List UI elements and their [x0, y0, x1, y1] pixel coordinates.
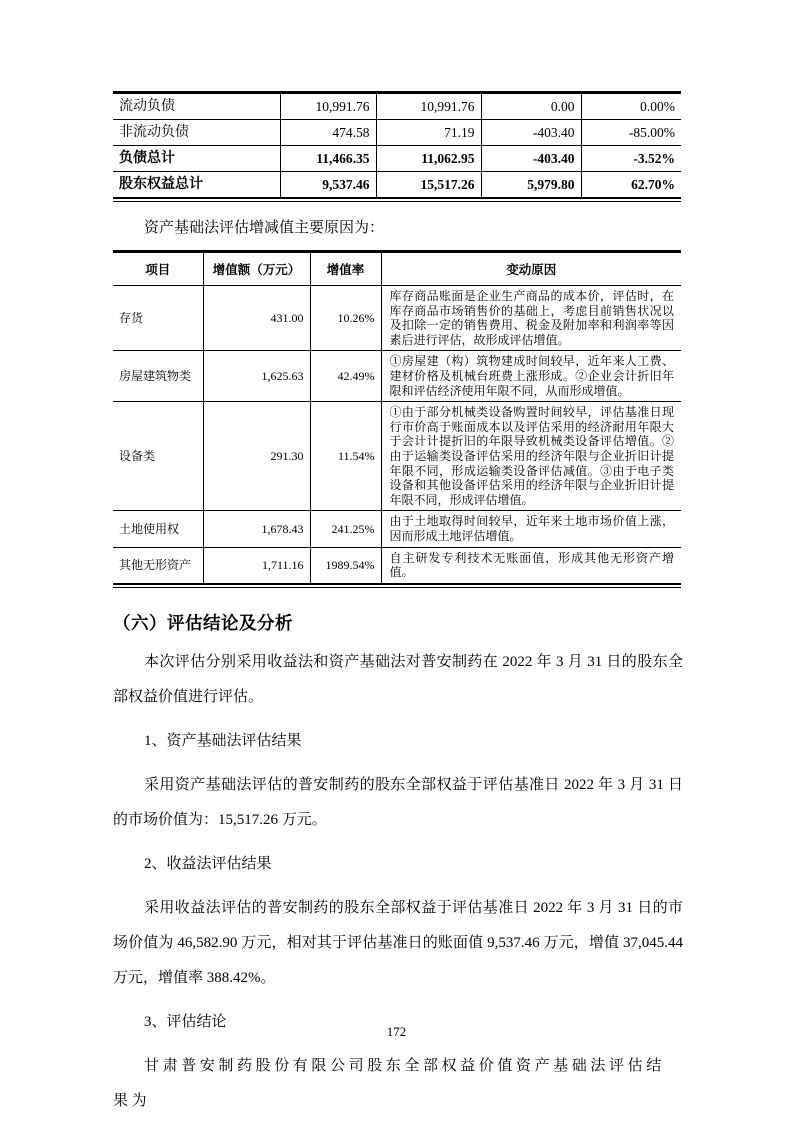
- amount-cell: 1,678.43: [203, 511, 310, 547]
- table-row-land-use-right: [113, 511, 681, 547]
- book-value-cell: 474.58: [280, 120, 376, 146]
- item-cell: 其他无形资产: [119, 557, 192, 572]
- table-bottom-rule: [113, 587, 681, 588]
- change-rate-cell: 62.70%: [581, 172, 681, 199]
- change-amount-cell: -403.40: [481, 146, 581, 172]
- reason-cell: ①由于部分机械类设备购置时间较早，评估基准日现行市价高于账面成本以及评估采用的经济耐用年限大于会计计提折旧的年限导致机械类设备评估增值。②由于运输类设备评估采用的经济年限与企业折旧计提年限不同，形成运输类设备评估减值。③由于电子类设备和其他设备评估采用的经济年限与企业折旧计提年限不同，形成评估增值。: [381, 402, 681, 511]
- header-reason: 变动原因: [381, 252, 681, 286]
- table-row-equipment: [113, 402, 681, 511]
- reason-cell: 库存商品账面是企业生产商品的成本价，评估时，在库存商品市场销售价的基础上，考虑目前销售状况以及扣除一定的销售费用、税金及附加率和利润率等因素后进行评估，故形成评估增值。: [381, 286, 681, 351]
- appraised-value-cell: 10,991.76: [376, 93, 481, 120]
- subheading-conclusion: 3、评估结论: [144, 1013, 227, 1030]
- reason-cell: ①房屋建（构）筑物建成时间较早，近年来人工费、建材价格及机械台班费上涨形成。②企业会计折旧年限和评估经济使用年限不同，从而形成增值。: [381, 351, 681, 402]
- rate-cell: 10.26%: [310, 286, 381, 351]
- table-row-total-liabilities: [113, 146, 681, 172]
- liabilities-equity-table: [113, 91, 681, 199]
- item-cell: 土地使用权: [113, 511, 203, 547]
- rate-cell: 241.25%: [310, 511, 381, 547]
- change-amount-cell: -403.40: [481, 120, 581, 146]
- amount-cell: 431.00: [203, 286, 310, 351]
- page-number: 172: [386, 1024, 407, 1039]
- row-label: 负债总计: [113, 146, 280, 172]
- subheading-income-approach-result: 2、收益法评估结果: [144, 855, 272, 872]
- header-item: 项目: [113, 252, 203, 286]
- table-row-other-intangibles: [113, 547, 681, 584]
- row-label: 股东权益总计: [119, 177, 203, 192]
- rate-cell: 42.49%: [310, 351, 381, 402]
- paragraph-conclusion: 甘肃普安制药股份有限公司股东全部权益价值资产基础法评估结果为: [113, 1057, 665, 1109]
- change-amount-cell: 0.00: [481, 93, 581, 120]
- section-heading: （六）评估结论及分析: [113, 612, 293, 633]
- table-row-buildings: [113, 351, 681, 402]
- intro-paragraph: 资产基础法评估增减值主要原因为：: [144, 220, 385, 236]
- book-value-cell: 11,466.35: [280, 146, 376, 172]
- table-row-total-equity: [113, 172, 681, 199]
- rate-cell: 1989.54%: [310, 547, 381, 584]
- paragraph-income-approach-result: 采用收益法评估的普安制药的股东全部权益于评估基准日 2022 年 3 月 31 日的市场价值为 46,582.90 万元，相对其于评估基准日的账面值 9,537.46 万元，增值 37,045.44 万元，增值率 388.42%。: [113, 899, 683, 986]
- rate-cell: 11.54%: [310, 402, 381, 511]
- table-bottom-rule: [113, 201, 681, 202]
- table-row-current-liabilities: [113, 93, 681, 120]
- change-amount-cell: 5,979.80: [481, 172, 581, 199]
- header-rate: 增值率: [310, 252, 381, 286]
- change-rate-cell: -3.52%: [581, 146, 681, 172]
- row-label: 非流动负债: [113, 120, 280, 146]
- appraised-value-cell: 71.19: [376, 120, 481, 146]
- subheading-asset-based-result: 1、资产基础法评估结果: [144, 732, 302, 749]
- reason-cell: 由于土地取得时间较早，近年来土地市场价值上涨，因而形成土地评估增值。: [381, 511, 681, 547]
- amount-cell: 291.30: [203, 402, 310, 511]
- change-rate-cell: 0.00%: [581, 93, 681, 120]
- reason-cell: 自主研发专利技术无账面值，形成其他无形资产增值。: [381, 547, 681, 584]
- page-content: [113, 91, 683, 1119]
- book-value-cell: 9,537.46: [280, 172, 376, 199]
- table-row-inventory: [113, 286, 681, 351]
- appraised-value-cell: 15,517.26: [376, 172, 481, 199]
- item-cell: 设备类: [113, 402, 203, 511]
- paragraph-asset-based-result: 采用资产基础法评估的普安制药的股东全部权益于评估基准日 2022 年 3 月 31 日的市场价值为：15,517.26 万元。: [113, 776, 683, 828]
- header-amount: 增值额（万元）: [203, 252, 310, 286]
- item-cell: 房屋建筑物类: [113, 351, 203, 402]
- table-header-row: [113, 252, 681, 286]
- row-label: 流动负债: [113, 93, 280, 120]
- appraised-value-cell: 11,062.95: [376, 146, 481, 172]
- table-row-noncurrent-liabilities: [113, 120, 681, 146]
- appraisal-increase-table: [113, 250, 681, 585]
- book-value-cell: 10,991.76: [280, 93, 376, 120]
- change-rate-cell: -85.00%: [581, 120, 681, 146]
- amount-cell: 1,625.63: [203, 351, 310, 402]
- paragraph-overview: 本次评估分别采用收益法和资产基础法对普安制药在 2022 年 3 月 31 日的股东全部权益价值进行评估。: [113, 653, 683, 705]
- item-cell: 存货: [113, 286, 203, 351]
- amount-cell: 1,711.16: [203, 547, 310, 584]
